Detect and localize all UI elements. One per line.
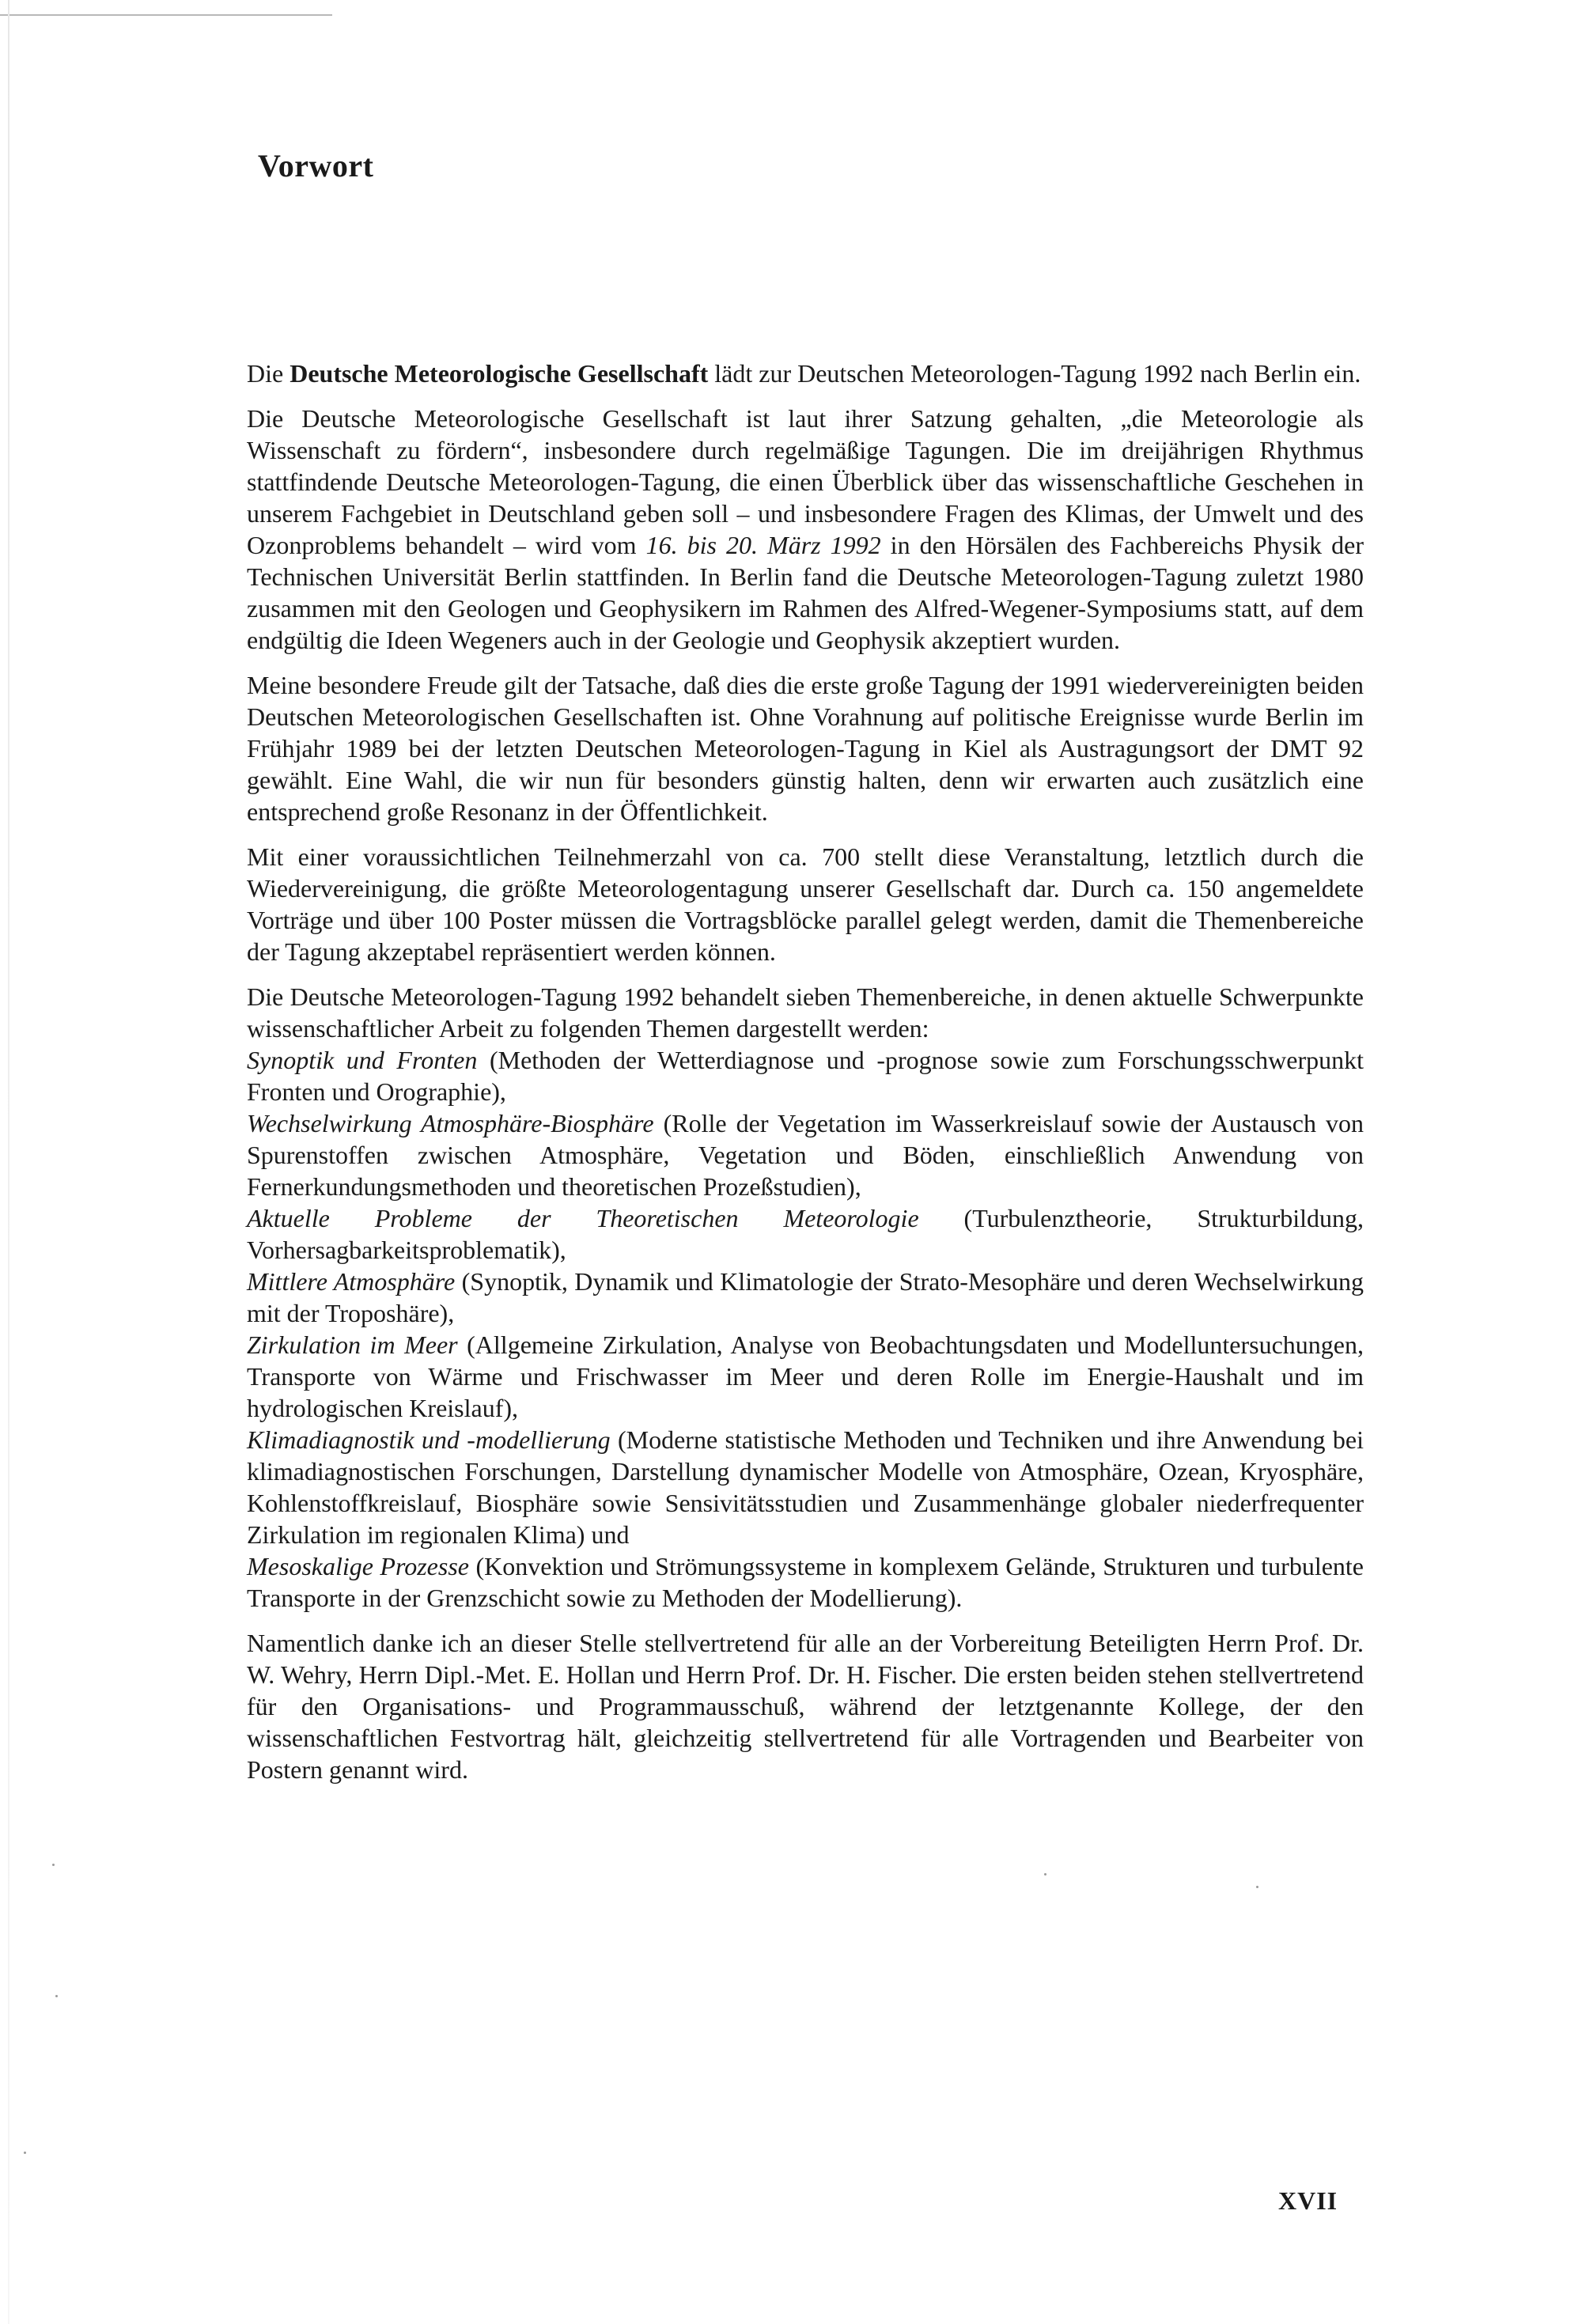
scan-speck [24, 2152, 26, 2154]
topic-description: (Konvektion und Strömungssysteme in komplexem Gelände, Strukturen und turbulente Transporte in der Grenzschicht sowie zu Methoden der Modellierung). [247, 1552, 1364, 1612]
society-name: Deutsche Meteorologische Gesellschaft [290, 359, 709, 388]
topic-description: (Synoptik, Dynamik und Klimatologie der Strato-Mesophäre und deren Wechselwirkung mit der Troposhäre), [247, 1267, 1364, 1327]
scan-speck [52, 1864, 55, 1866]
paragraph-topics-intro: Die Deutsche Meteorologen-Tagung 1992 behandelt sieben Themenbereiche, in denen aktuelle Schwerpunkte wissenschaftlicher Arbeit zu folgenden Themen dargestellt werden: [247, 982, 1364, 1043]
scan-speck [55, 1995, 58, 1997]
statutes-text-start: Die Deutsche Meteorologische Gesellschaft ist laut ihrer Satzung gehalten, „die Meteorologie als Wissenschaft zu fördern“, insbesondere durch regelmäßige Tagungen. Die im dreijährigen Rhythmus stattfindende Deutsche Meteorologen-Tagung, die einen Überblick über das wissenschaftliche Geschehen in unserem Fachgebiet in Deutschland geben soll – und insbesondere Fragen des Klimas, der Umwelt und des Ozonproblems behandelt – wird vom [247, 404, 1364, 559]
scan-speck [1256, 1886, 1258, 1888]
paragraph-reunification: Meine besondere Freude gilt der Tatsache, daß dies die erste große Tagung der 1991 wiedervereinigten beiden Deutschen Meteorologischen Gesellschaften ist. Ohne Vorahnung auf politische Ereignisse wurde Berlin im Frühjahr 1989 bei der letzten Deutschen Meteorologen-Tagung in Kiel als Austragungsort der DMT 92 gewählt. Eine Wahl, die wir nun für besonders günstig halten, denn wir erwarten auch zusätzlich eine entsprechend große Resonanz in der Öffentlichkeit. [247, 671, 1364, 826]
topic-item [247, 1044, 1364, 1107]
topic-title: Mittlere Atmosphäre [247, 1267, 456, 1296]
topic-title: Mesoskalige Prozesse [247, 1552, 469, 1580]
topic-title: Aktuelle Probleme der Theoretischen Meteorologie [247, 1204, 919, 1232]
conference-dates: 16. bis 20. März 1992 [645, 531, 881, 559]
topic-item [247, 1202, 1364, 1266]
topic-title: Wechselwirkung Atmosphäre-Biosphäre [247, 1109, 654, 1137]
invitation-text-end: lädt zur Deutschen Meteorologen-Tagung 1992 nach Berlin ein. [708, 359, 1361, 388]
paragraph-acknowledgements: Namentlich danke ich an dieser Stelle stellvertretend für alle an der Vorbereitung Beteiligten Herrn Prof. Dr. W. Wehry, Herrn Dipl.-Met. E. Hollan und Herrn Prof. Dr. H. Fischer. Die ersten beiden stehen stellvertretend für den Organisations- und Programmausschuß, während der letztgenannte Kollege, der den wissenschaftlichen Festvortrag hält, gleichzeitig stellvertretend für alle Vortragenden und Bearbeiter von Postern genannt wird. [247, 1629, 1364, 1784]
topic-item [247, 1107, 1364, 1202]
topic-title: Zirkulation im Meer [247, 1330, 458, 1359]
scan-speck [1044, 1873, 1046, 1875]
topic-description: (Methoden der Wetterdiagnose und -prognose sowie zum Forschungsschwerpunkt Fronten und Orographie), [247, 1046, 1364, 1106]
topic-description: (Moderne statistische Methoden und Techniken und ihre Anwendung bei klimadiagnostischen Forschungen, Darstellung dynamischer Modelle von Atmosphäre, Ozean, Kryosphäre, Kohlenstoffkreislauf, Biosphäre sowie Sensivitätsstudien und Zusammenhänge globaler niederfrequenter Zirkulation im regionalen Klima) und [247, 1425, 1364, 1549]
topic-title: Klimadiagnostik und -modellierung [247, 1425, 611, 1454]
scan-top-rule [0, 14, 332, 16]
topic-item [247, 1550, 1364, 1614]
topic-item [247, 1266, 1364, 1329]
topic-description: (Rolle der Vegetation im Wasserkreislauf sowie der Austausch von Spurenstoffen zwischen Atmosphäre, Vegetation und Böden, einschließlich Anwendung von Fernerkundungsmethoden und theoretischen Prozeßstudien), [247, 1109, 1364, 1201]
paragraph-statutes [247, 403, 1364, 656]
paragraph-invitation [247, 358, 1364, 389]
topic-title: Synoptik und Fronten [247, 1046, 478, 1074]
invitation-text-start: Die [247, 359, 290, 388]
scan-left-edge [8, 0, 9, 2324]
topic-description: (Turbulenztheorie, Strukturbildung, Vorhersagbarkeitsproblematik), [247, 1204, 1364, 1264]
topic-item [247, 1424, 1364, 1550]
page-title: Vorwort [258, 148, 374, 184]
topic-description: (Allgemeine Zirkulation, Analyse von Beobachtungsdaten und Modelluntersuchungen, Transporte von Wärme und Frischwasser im Meer und deren Rolle im Energie-Haushalt und im hydrologischen Kreislauf), [247, 1330, 1364, 1422]
foreword-body [247, 358, 1364, 1799]
statutes-text-end: in den Hörsälen des Fachbereichs Physik der Technischen Universität Berlin stattfinden. In Berlin fand die Deutsche Meteorologen-Tagung zuletzt 1980 zusammen mit den Geologen und Geophysikern im Rahmen des Alfred-Wegener-Symposiums statt, auf dem endgültig die Ideen Wegeners auch in der Geologie und Geophysik akzeptiert wurden. [247, 531, 1364, 654]
page-number: XVII [1278, 2186, 1338, 2215]
topic-item [247, 1329, 1364, 1424]
paragraph-participants: Mit einer voraussichtlichen Teilnehmerzahl von ca. 700 stellt diese Veranstaltung, letztlich durch die Wiedervereinigung, die größte Meteorologentagung unserer Gesellschaft dar. Durch ca. 150 angemeldete Vorträge und über 100 Poster müssen die Vortragsblöcke parallel gelegt werden, damit die Themenbereiche der Tagung akzeptabel repräsentiert werden können. [247, 842, 1364, 966]
